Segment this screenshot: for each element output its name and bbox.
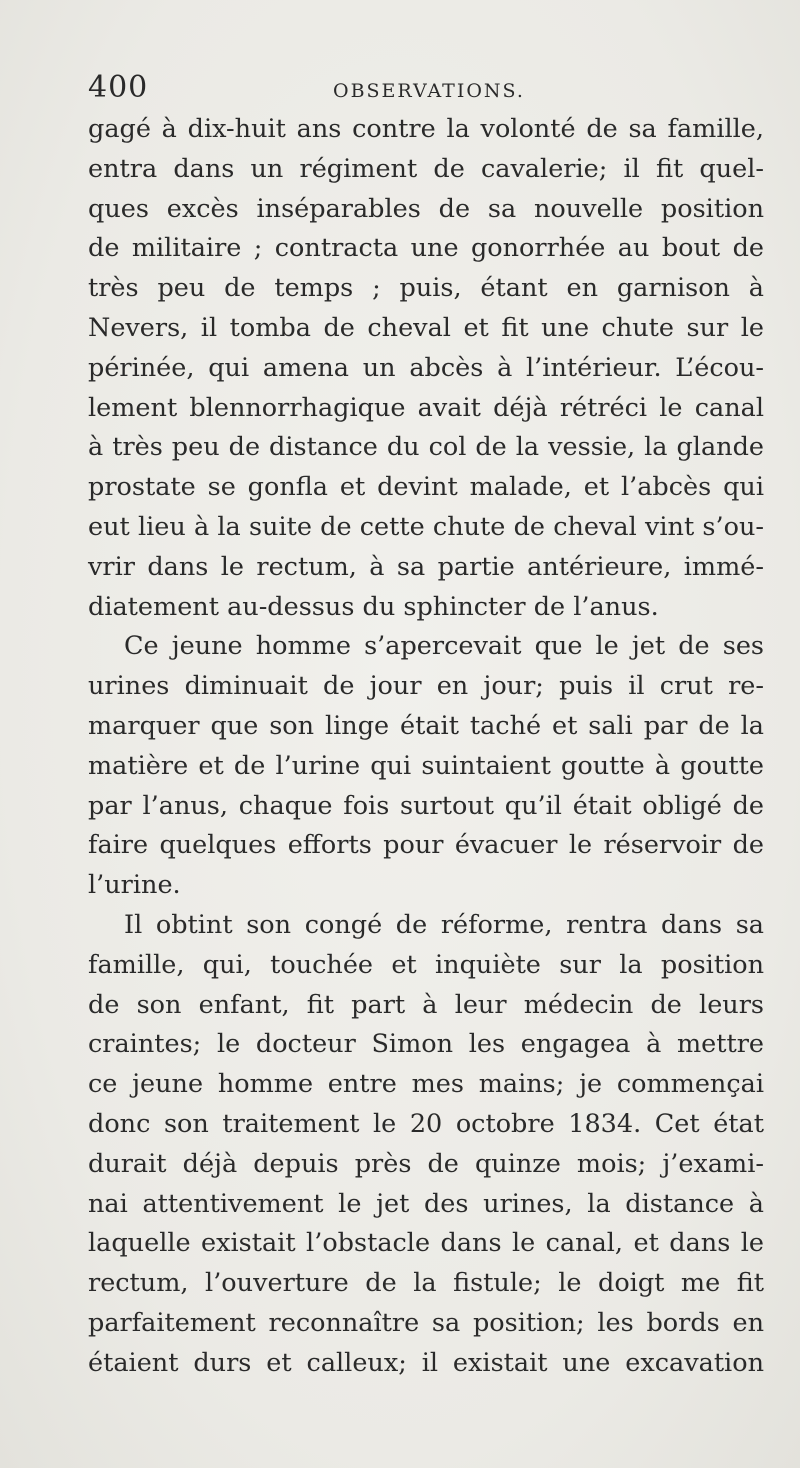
text-line: Ce jeune homme s’apercevait que le jet de ses — [124, 631, 764, 662]
text-line: famille, qui, touchée et inquiète sur la position — [88, 949, 764, 980]
text-line: gagé à dix-huit ans contre la volonté de sa famille, — [88, 114, 764, 144]
text-line: à très peu de distance du col de la vessie, la glande — [88, 432, 764, 463]
text-line: ques excès inséparables de sa nouvelle position — [88, 193, 764, 224]
text-line: durait déjà depuis près de quinze mois; j’exami- — [88, 1148, 764, 1179]
body-text — [88, 110, 764, 1384]
text-line: donc son traitement le 20 octobre 1834. Cet état — [88, 1108, 764, 1139]
text-line: périnée, qui amena un abcès à l’intérieur. L’écou- — [88, 352, 764, 383]
text-line: très peu de temps ; puis, étant en garnison à — [88, 273, 764, 304]
text-line: entra dans un régiment de cavalerie; il fit quel- — [88, 153, 764, 184]
text-line: étaient durs et calleux; il existait une excavation — [88, 1347, 764, 1378]
text-line: de militaire ; contracta une gonorrhée au bout de — [88, 233, 764, 264]
running-head: OBSERVATIONS. — [333, 80, 525, 102]
text-line: Il obtint son congé de réforme, rentra dans sa — [124, 909, 764, 940]
text-line: par l’anus, chaque fois surtout qu’il était obligé de — [88, 790, 764, 821]
text-line: craintes; le docteur Simon les engagea à mettre — [88, 1029, 764, 1060]
text-line: parfaitement reconnaître sa position; les bords en — [88, 1307, 764, 1338]
text-line: nai attentivement le jet des urines, la distance à — [88, 1188, 764, 1219]
text-line: l’urine. — [88, 870, 181, 901]
text-line: vrir dans le rectum, à sa partie antérieure, immé- — [88, 551, 764, 582]
text-line: matière et de l’urine qui suintaient goutte à goutte — [88, 750, 764, 781]
text-line: marquer que son linge était taché et sali par de la — [88, 710, 764, 741]
text-line: faire quelques efforts pour évacuer le réservoir de — [88, 830, 764, 861]
text-line: ce jeune homme entre mes mains; je commençai — [88, 1069, 764, 1100]
text-line: diatement au-dessus du sphincter de l’anus. — [88, 591, 659, 622]
text-line: prostate se gonfla et devint malade, et l’abcès qui — [88, 472, 764, 503]
text-line: rectum, l’ouverture de la fistule; le doigt me fit — [88, 1268, 764, 1299]
page-header — [88, 70, 728, 110]
page-number: 400 — [88, 70, 149, 105]
text-line: eut lieu à la suite de cette chute de cheval vint s’ou- — [88, 511, 764, 542]
text-line: urines diminuait de jour en jour; puis il crut re- — [88, 671, 764, 702]
text-line: Nevers, il tomba de cheval et fit une chute sur le — [88, 312, 764, 343]
text-line: de son enfant, fit part à leur médecin de leurs — [88, 989, 764, 1020]
text-line: lement blennorrhagique avait déjà rétréci le canal — [88, 392, 764, 423]
text-line: laquelle existait l’obstacle dans le canal, et dans le — [88, 1228, 764, 1259]
